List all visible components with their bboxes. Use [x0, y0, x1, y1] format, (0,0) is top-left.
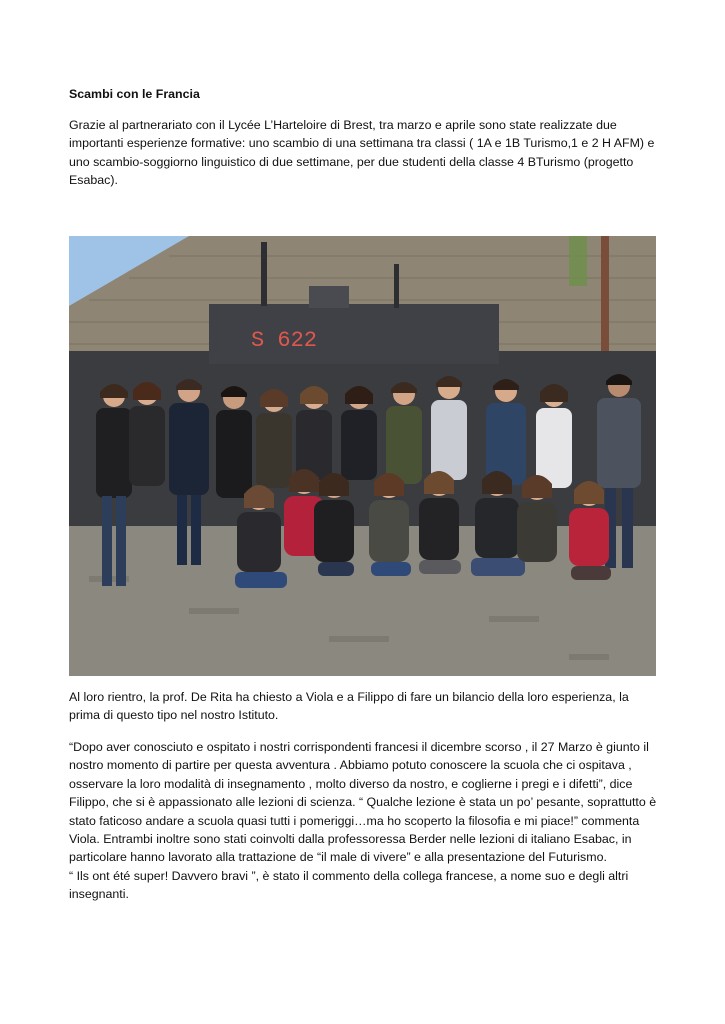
article-title: Scambi con le Francia [69, 87, 200, 101]
quote-line: nostro momento di partire per questa avventura . Abbiamo potuto conoscere la scuola che ci ospitava , [69, 758, 632, 773]
quote-line: Viola. Entrambi inoltre sono stati coinvolti dalla professoressa Berder nelle lezioni di italiano Esabac, in [69, 832, 632, 847]
quote-line: insegnanti. [69, 887, 129, 902]
intro-line: uno scambio-soggiorno linguistico di due settimane, per due studenti della classe 4 BTurismo (progetto [69, 154, 634, 169]
quote-line: stato faticoso andare a scuola quasi tutti i pomeriggi…ma ho scoperto la filosofia e mi piace!” commenta [69, 813, 640, 828]
intro-line: Esabac). [69, 173, 118, 188]
quote-line: osservare la loro modalità di insegnamento , molto diverso da nostro, e coglierne i pregi e i difetti”, dice [69, 776, 633, 791]
quote-line: Filippo, che si è appassionato alle lezioni di scienza. “ Qualche lezione è stata un po’ pesante, soprattutto è [69, 795, 657, 810]
quote-line: particolare hanno lavorato alla trattazione de “il male di vivere” e alla presentazione del Futurismo. [69, 850, 607, 865]
return-paragraph [69, 688, 661, 725]
intro-line: Grazie al partnerariato con il Lycée L’Harteloire di Brest, tra marzo e aprile sono state realizzate due [69, 118, 617, 132]
return-line: prima di questo tipo nel nostro Istituto. [69, 708, 279, 723]
return-line: Al loro rientro, la prof. De Rita ha chiesto a Viola e a Filippo di fare un bilancio della loro esperienza, la [69, 690, 629, 704]
intro-line: importanti esperienze formative: uno scambio di una settimana tra classi ( 1A e 1B Turismo,1 e 2 H AFM) e [69, 136, 655, 151]
submarine-number: S 622 [251, 328, 318, 353]
quote-line: “Dopo aver conosciuto e ospitato i nostri corrispondenti francesi il dicembre scorso , il 27 Marzo è giunto il [69, 740, 649, 754]
group-photo [69, 236, 656, 676]
quote-paragraph [69, 738, 661, 904]
group-photo-illustration [69, 236, 656, 676]
intro-paragraph [69, 116, 661, 190]
quote-line: “ Ils ont été super! Davvero bravi ”, è stato il commento della collega francese, a nome suo e degli altri [69, 868, 629, 883]
